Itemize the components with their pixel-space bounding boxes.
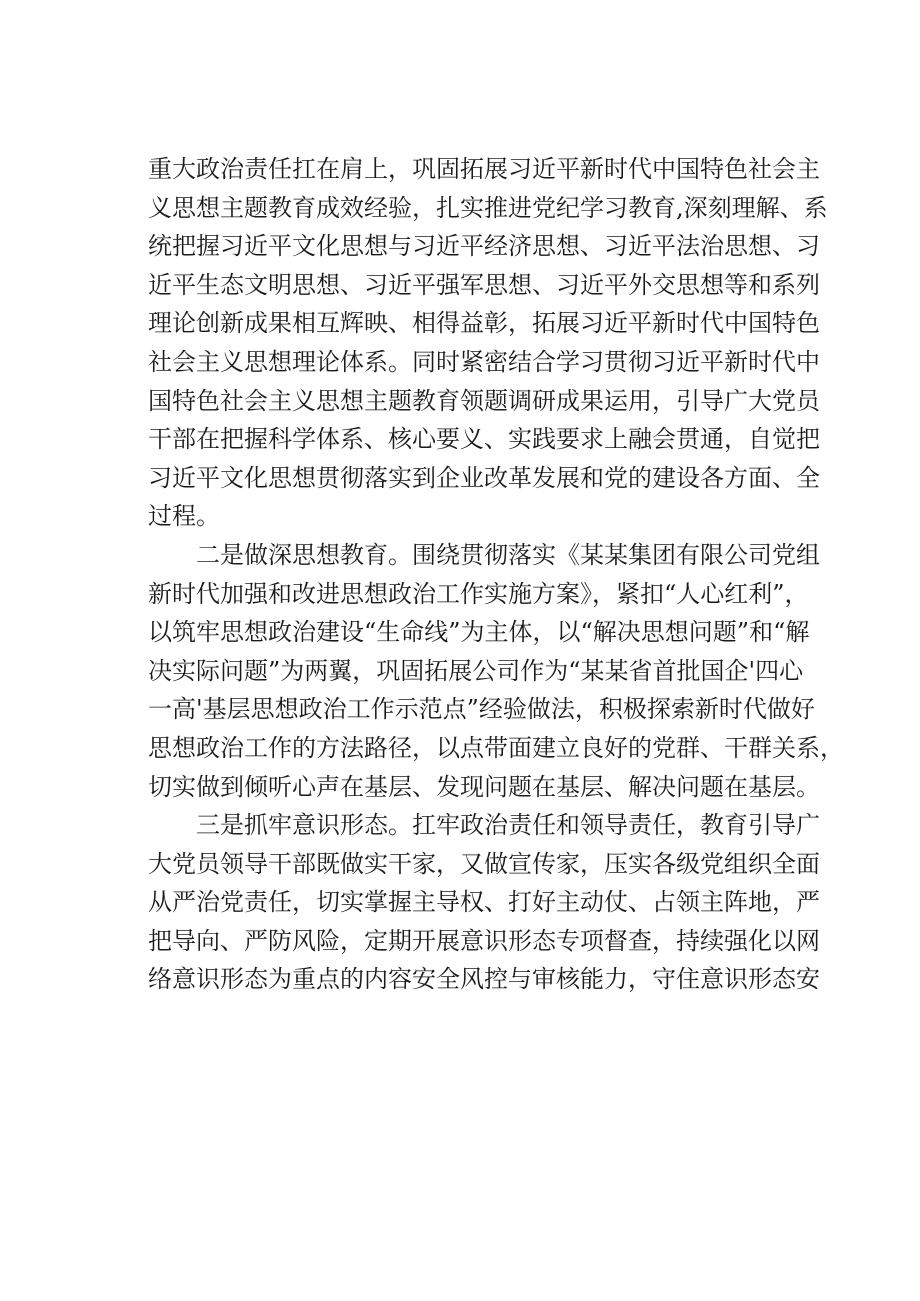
text-line: 社会主义思想理论体系。同时紧密结合学习贯彻习近平新时代中 [148, 347, 820, 376]
text-line: 决实际问题”为两翼，巩固拓展公司作为“某某省首批国企'四心 [148, 656, 804, 685]
text-line: 习近平文化思想贯彻落实到企业改革发展和党的建设各方面、全 [148, 463, 820, 492]
text-line: 国特色社会主义思想主题教育领题调研成果运用，引导广大党员 [148, 386, 820, 415]
paragraph-start-line: 二是做深思想教育。围绕贯彻落实《某某集团有限公司党组 [148, 540, 820, 569]
text-line: 近平生态文明思想、习近平强军思想、习近平外交思想等和系列 [148, 270, 820, 299]
paragraph-start-line: 三是抓牢意识形态。扛牢政治责任和领导责任，教育引导广 [148, 811, 820, 840]
text-line: 过程。 [148, 502, 220, 531]
text-line: 从严治党责任，切实掌握主导权、打好主动仗、占领主阵地，严 [148, 888, 820, 917]
text-line: 新时代加强和改进思想政治工作实施方案》，紧扣“人心红利”， [148, 579, 809, 608]
text-line: 以筑牢思想政治建设“生命线”为主体，以“解决思想问题”和“解 [148, 618, 810, 647]
text-line: 络意识形态为重点的内容安全风控与审核能力，守住意识形态安 [148, 965, 820, 994]
text-line: 义思想主题教育成效经验，扎实推进党纪学习教育,深刻理解、系 [148, 193, 828, 222]
text-line: 切实做到倾听心声在基层、发现问题在基层、解决问题在基层。 [148, 772, 820, 801]
text-line: 把导向、严防风险，定期开展意识形态专项督查，持续强化以网 [148, 926, 820, 955]
text-line: 一高'基层思想政治工作示范点”经验做法，积极探索新时代做好 [148, 695, 815, 724]
text-line: 理论创新成果相互辉映、相得益彰，拓展习近平新时代中国特色 [148, 309, 820, 338]
text-line: 干部在把握科学体系、核心要义、实践要求上融会贯通，自觉把 [148, 425, 820, 454]
text-line: 重大政治责任扛在肩上，巩固拓展习近平新时代中国特色社会主 [148, 155, 820, 183]
document-body [148, 150, 844, 999]
text-line: 统把握习近平文化思想与习近平经济思想、习近平法治思想、习 [148, 232, 820, 261]
text-line: 大党员领导干部既做实干家，又做宣传家，压实各级党组织全面 [148, 849, 820, 878]
text-line: 思想政治工作的方法路径，以点带面建立良好的党群、干群关系， [148, 733, 844, 762]
